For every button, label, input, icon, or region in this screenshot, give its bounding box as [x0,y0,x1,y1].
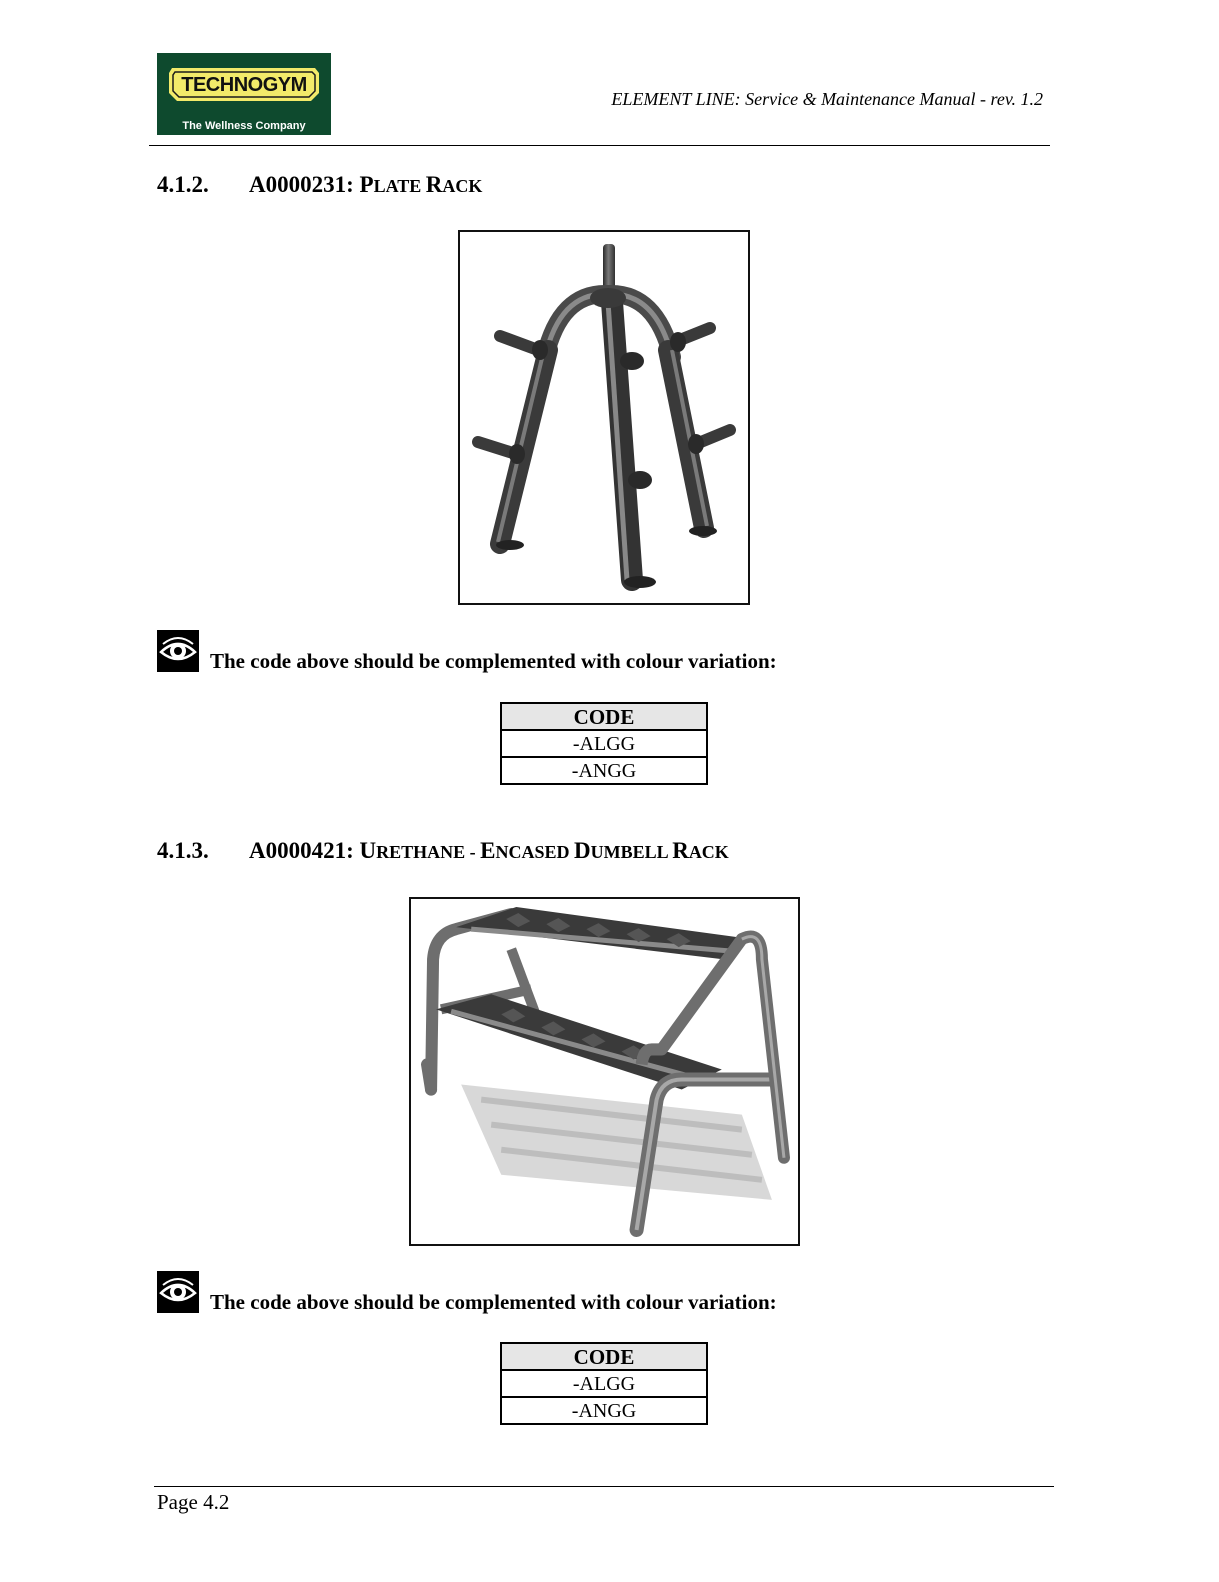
footer-divider [154,1486,1054,1487]
section-number: 4.1.3. [157,838,209,863]
table-row [501,1370,707,1397]
table-row [501,1397,707,1424]
note-text: The code above should be complemented with colour variation: [210,1290,777,1314]
colour-code-table [500,1342,708,1425]
eye-icon [157,1271,199,1313]
section-number: 4.1.2. [157,172,209,197]
code-header: CODE [501,703,707,730]
table-row [501,757,707,784]
dumbbell-rack-image [409,897,800,1246]
technogym-logo [157,53,331,135]
colour-code-table [500,702,708,785]
note-text: The code above should be complemented with colour variation: [210,649,777,673]
header-divider [149,145,1050,146]
plate-rack-image [458,230,750,605]
table-row [501,730,707,757]
svg-text:The Wellness Company: The Wellness Company [182,120,306,132]
code-cell: -ANGG [501,757,707,784]
code-header: CODE [501,1343,707,1370]
manual-title: ELEMENT LINE: Service & Maintenance Manual - rev. 1.2 [611,89,1043,109]
svg-text:TECHNOGYM: TECHNOGYM [181,74,307,96]
code-cell: -ALGG [501,730,707,757]
section-heading-plate-rack [157,172,482,198]
code-cell: -ALGG [501,1370,707,1397]
section-title: URETHANE - ENCASED DUMBELL RACK [359,838,729,863]
section-code: A0000231: [249,172,354,197]
section-title: PLATE RACK [359,172,483,197]
section-code: A0000421: [249,838,354,863]
code-cell: -ANGG [501,1397,707,1424]
page-number: Page 4.2 [157,1490,230,1514]
eye-icon [157,630,199,672]
section-heading-dumbbell-rack [157,838,729,864]
